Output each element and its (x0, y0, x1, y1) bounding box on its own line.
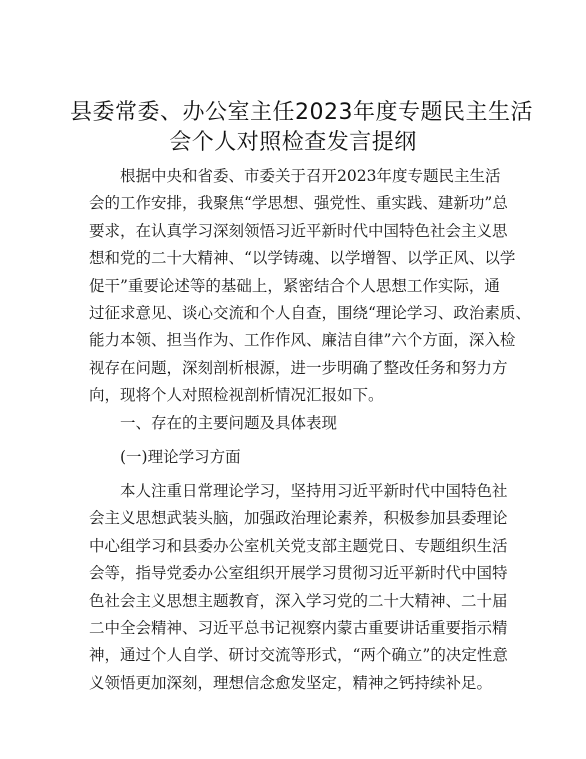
paragraph-line: 根据中央和省委、市委关于召开2023年度专题民主生活 (120, 167, 501, 185)
paragraph-line: 促干”重要论述等的基础上，紧密结合个人思想工作实际，通 (89, 276, 500, 295)
paragraph-line: 二中全会精神、习近平总书记视察内蒙古重要讲话重要指示精 (89, 619, 508, 638)
paragraph-line: 能力本领、担当作为、工作作风、廉洁自律”六个方面，深入检 (89, 331, 516, 350)
paragraph-line: 视存在问题，深刻剖析根源，进一步明确了整改任务和努力方 (89, 358, 508, 377)
title-line-2: 会个人对照检查发言提纲 (169, 130, 417, 155)
paragraph-line: 过征求意见、谈心交流和个人自查，围绕“理论学习、政治素质、 (89, 304, 531, 323)
subsection-heading: (一)理论学习方面 (120, 448, 241, 466)
paragraph-line: 要求，在认真学习深刻领悟习近平新时代中国特色社会主义思 (89, 221, 508, 240)
paragraph-line: 会的工作安排，我聚焦“学思想、强党性、重实践、建新功”总 (89, 194, 508, 213)
subsection-paragraph (89, 478, 507, 697)
title-line-1: 县委常委、办公室主任2023年度专题民主生活 (70, 100, 533, 125)
document-title (70, 98, 533, 158)
section-heading: 一、存在的主要问题及具体表现 (120, 414, 338, 432)
intro-paragraph (89, 163, 531, 410)
paragraph-line: 本人注重日常理论学习，坚持用习近平新时代中国特色社 (120, 482, 508, 500)
paragraph-line: 义领悟更加深刻，理想信念愈发坚定，精神之钙持续补足。 (89, 673, 493, 692)
paragraph-line: 会主义思想武装头脑，加强政治理论素养，积极参加县委理论 (89, 509, 508, 528)
paragraph-line: 会等，指导党委办公室组织开展学习贯彻习近平新时代中国特 (89, 564, 508, 583)
paragraph-line: 向，现将个人对照检视剖析情况汇报如下。 (89, 386, 384, 405)
paragraph-line: 想和党的二十大精神、“以学铸魂、以学增智、以学正风、以学 (89, 249, 516, 268)
paragraph-line: 中心组学习和县委办公室机关党支部主题党日、专题组织生活 (89, 536, 508, 555)
paragraph-line: 神，通过个人自学、研讨交流等形式，“两个确立”的决定性意 (89, 646, 508, 665)
paragraph-line: 色社会主义思想主题教育，深入学习党的二十大精神、二十届 (89, 591, 508, 610)
